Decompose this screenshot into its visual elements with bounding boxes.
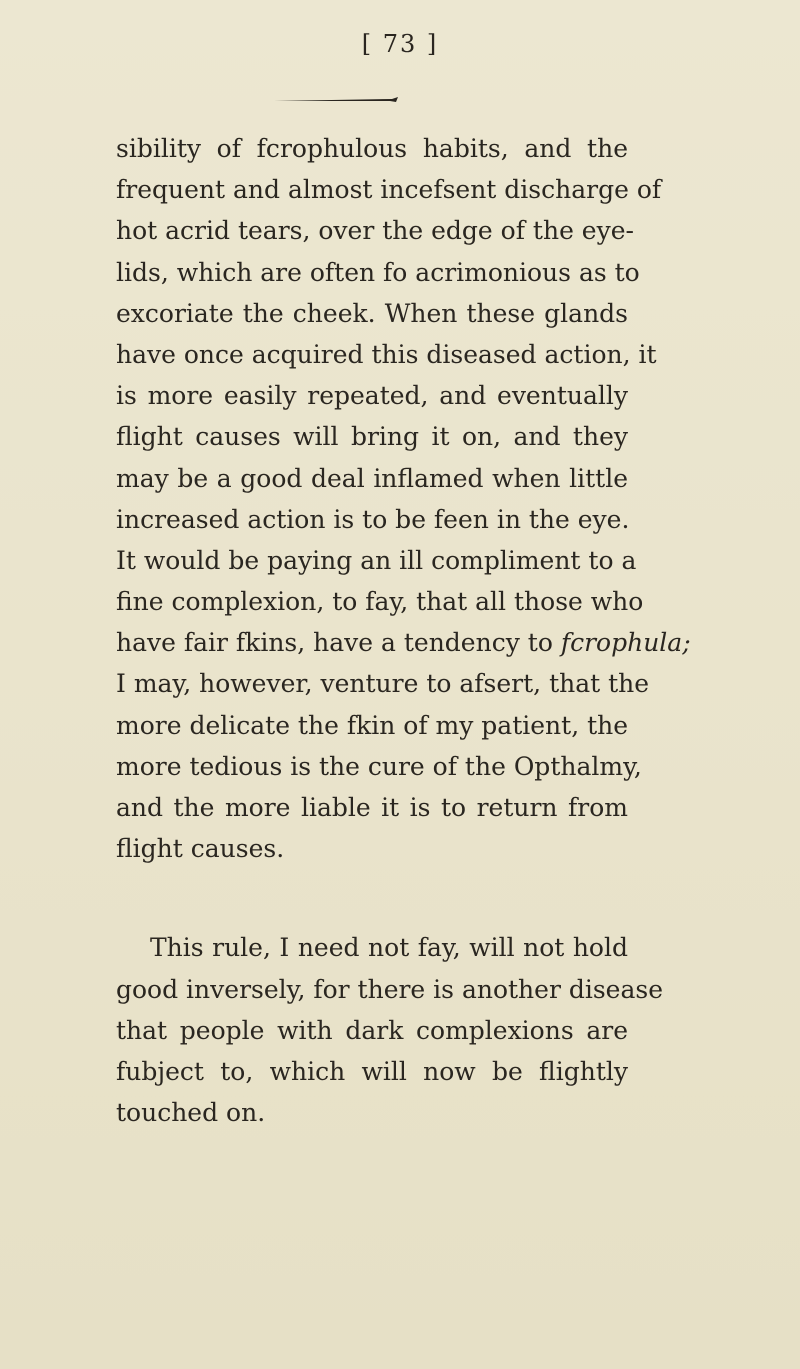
text-line: good inversely, for there is another disease: [116, 974, 663, 1004]
text-line: sibility of fcrophulous habits, and the: [116, 134, 628, 163]
italic-term: fcrophula;: [560, 628, 691, 658]
text-line: more delicate the fkin of my patient, the: [116, 710, 629, 740]
text-line: It would be paying an ill compliment to a: [116, 545, 637, 575]
text-line: may be a good deal inflamed when little: [116, 463, 628, 493]
text-line: [116, 622, 691, 663]
text-line: fine complexion, to fay, that all those who: [116, 587, 644, 617]
text-line: I may, however, venture to afsert, that the: [116, 669, 650, 699]
text-line: hot acrid tears, over the edge of the eye-: [116, 216, 634, 246]
text-line: This rule, I need not fay, will not hold: [150, 933, 628, 963]
page-number: [ 73 ]: [361, 30, 439, 58]
text-line: fubject to, which will now be flightly: [116, 1056, 628, 1086]
text-line: increased action is to be feen in the eye.: [116, 504, 630, 534]
text-line: more tedious is the cure of the Opthalmy,: [116, 751, 642, 781]
paragraph-gap: [116, 869, 628, 927]
text-line: have once acquired this diseased action, it: [116, 339, 657, 369]
text-line: is more easily repeated, and eventually: [116, 381, 628, 411]
ornament-rule: [272, 96, 400, 104]
text-line: excoriate the cheek. When these glands: [116, 298, 628, 328]
text-line: flight causes will bring it on, and they: [116, 422, 628, 452]
text-line-start: have fair fkins, have a tendency to: [116, 628, 561, 658]
text-line: flight causes.: [116, 834, 285, 864]
text-line: that people with dark complexions are: [116, 1015, 628, 1045]
body-text: [116, 128, 691, 1133]
text-line: touched on.: [116, 1098, 266, 1128]
text-line: frequent and almost incefsent discharge of: [116, 175, 662, 205]
text-line: lids, which are often fo acrimonious as to: [116, 257, 640, 287]
text-line: and the more liable it is to return from: [116, 793, 628, 822]
